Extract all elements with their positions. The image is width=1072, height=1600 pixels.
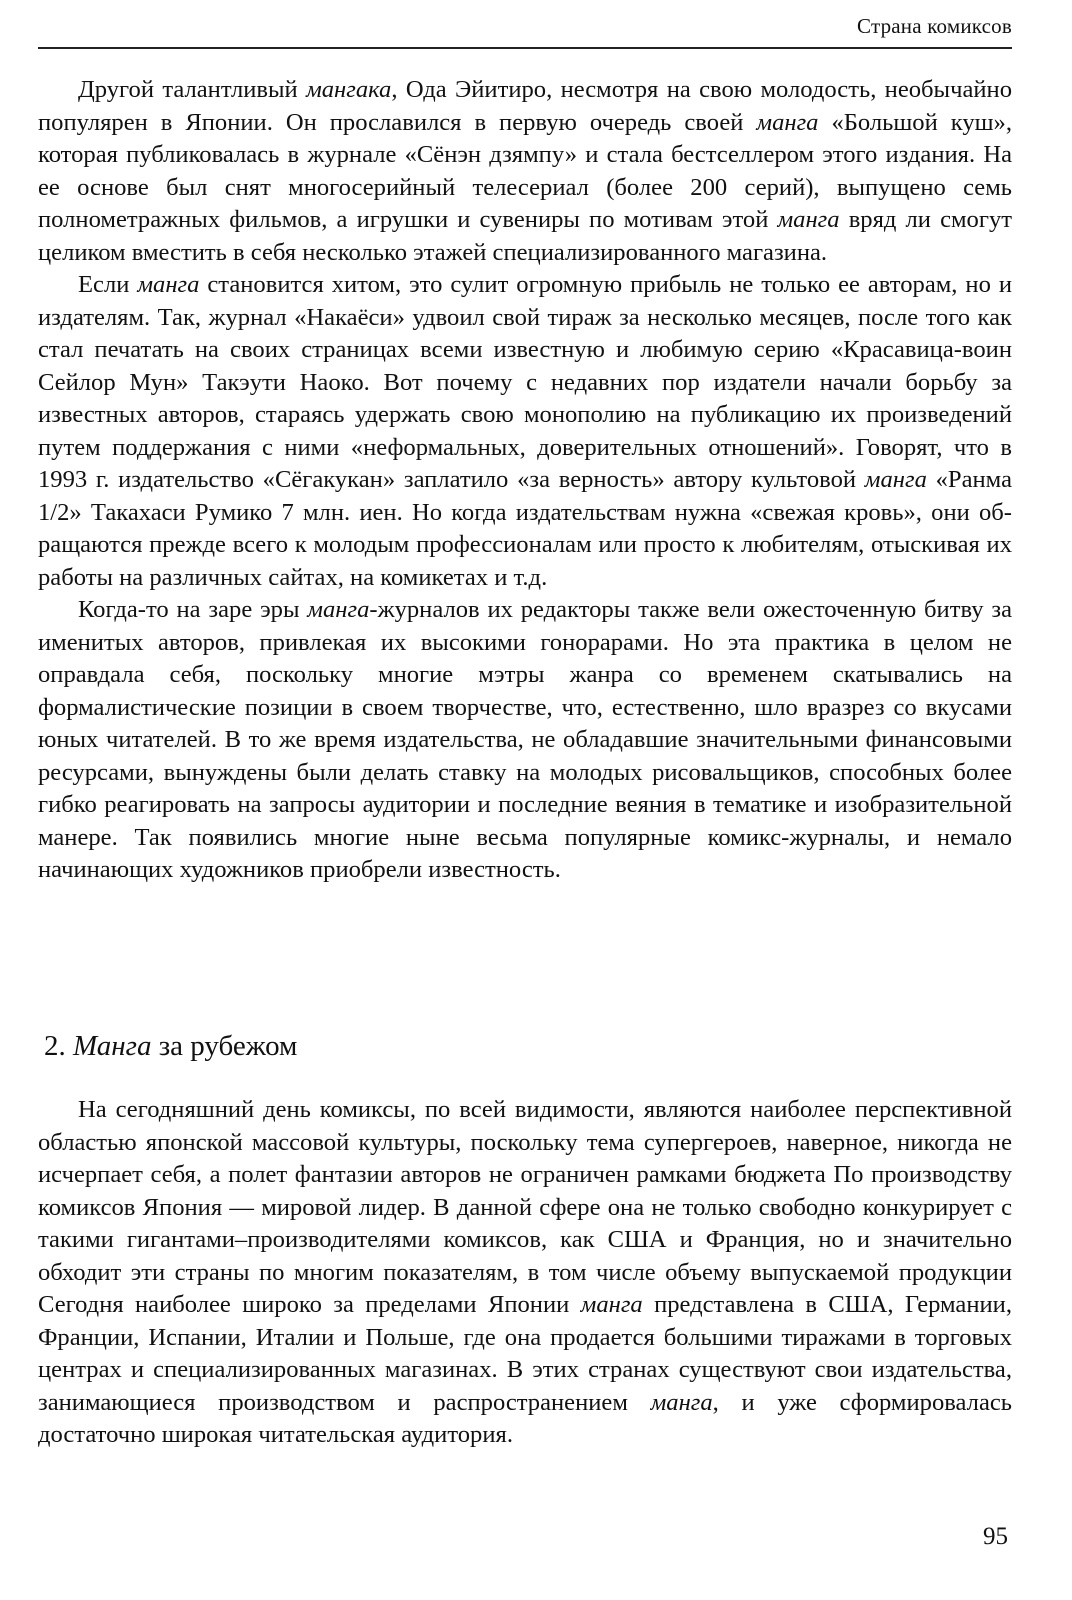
section-heading-rest: за рубежом bbox=[151, 1030, 298, 1062]
section-heading bbox=[44, 1028, 297, 1064]
running-head: Страна комиксов bbox=[857, 14, 1012, 38]
paragraph bbox=[38, 74, 1012, 269]
text-run: «Большой куш», которая публиковалась в журнале «Сёнэн дзямпу» и стала бестселлером этого издания. На ее основе был снят многосерийный телесериал (более 200 серий), выпущено семь полнометражных фильмов, а игрушки и сувениры по мотивам этой bbox=[38, 108, 1012, 233]
text-run: , Ода Эйитиро, несмотря на свою молодость, необычайно популярен в Японии. Он прославился в первую очередь своей bbox=[38, 76, 1012, 136]
italic-term: манга bbox=[580, 1291, 643, 1318]
text-run: Другой талантливый bbox=[78, 76, 307, 103]
italic-term: мангака bbox=[306, 76, 392, 103]
text-run: -журналов их редакторы также вели ожесточенную битву за именитых авторов, привлекая их высокими гонорарами. Но эта практика в целом не оправдала себя, поскольку многие мэтры жанра со временем скатывались на формалистические позиции в своем творчестве, что, естественно, шло вразрез со вкусами юных читателей. В то же время издательства, не обладавшие значительными финансовыми ресурсами, вынуждены были делать ставку на молодых рисовальщиков, способных более гибко реагировать на запросы аудитории и последние веяния в тематике и изобразительной манере. Так появились многие ныне весьма популярные комикс-журналы, и немало начинающих художников приобрели известность. bbox=[38, 596, 1012, 883]
italic-term: манга bbox=[756, 108, 819, 136]
italic-term: манга bbox=[650, 1388, 713, 1416]
italic-term: манга bbox=[777, 206, 840, 233]
paragraph bbox=[38, 594, 1012, 887]
page-number: 95 bbox=[983, 1523, 1008, 1550]
text-run: На сегодняшний день комиксы, по всей видимости, являются наиболее перспективной областью японской массовой культуры, поскольку тема супергероев, наверное, никогда не исчерпает себя, а полет фантазии авторов не ограничен рамками бюджета По производству комиксов Япония — мировой лидер. В данной сфере она не только свободно конкурирует с такими гигантами–производителями комиксов, как США и Франция, но и значительно обходит эти страны по многим показателям, в том числе объему выпускаемой продукции Сегодня наиболее широко за пределами Японии bbox=[38, 1096, 1012, 1318]
text-run: Если bbox=[78, 271, 138, 298]
text-run: вряд ли смогут целиком вместить в себя несколько этажей специализированного магазина. bbox=[38, 206, 1012, 266]
body-text bbox=[38, 74, 1012, 887]
italic-term: манга bbox=[307, 596, 370, 623]
text-run: , и уже сформировалась достаточно широкая читательская аудитория. bbox=[38, 1388, 1012, 1448]
text-run: становится хитом, это сулит огромную прибыль не только ее авторам, но и издателям. Так, журнал «Накаёси» удвоил свой тираж за несколько месяцев, после того как стал печатать на своих страницах всеми известную и любимую серию «Красавица-воин Сейлор Мун» Такэути Наоко. Вот почему с недавних пор издатели начали борьбу за известных авторов, стараясь удержать свою монополию на публикацию их произведений путем поддержания с ними «неформальных, доверительных отношений». Говорят, что в 1993 г. издательство «Сёгакукан» заплатило «за верность» автору культовой bbox=[38, 271, 1012, 493]
header-rule bbox=[38, 47, 1012, 49]
text-run: представлена в США, Германии, Франции, Испании, Италии и Польше, где она продается большими тиражами в торговых центрах и специализированных магазинах. В этих странах существуют свои издательства, занимающиеся производством и распространением bbox=[38, 1291, 1012, 1416]
italic-term: манга bbox=[137, 271, 200, 298]
section-body-text bbox=[38, 1094, 1012, 1452]
text-run: «Ранма 1/2» Такахаси Румико 7 млн. иен. Но когда издательствам нужна «свежая кровь», они обращаются прежде всего к молодым профессионалам или просто к любителям, отыскивая их работы на различных сайтах, на комикетах и т.д. bbox=[38, 466, 1012, 591]
paragraph bbox=[38, 269, 1012, 594]
section-number: 2. bbox=[44, 1030, 73, 1062]
book-page bbox=[38, 0, 1012, 1600]
italic-term: манга bbox=[864, 466, 927, 493]
paragraph bbox=[38, 1094, 1012, 1452]
section-heading-italic: Манга bbox=[73, 1030, 152, 1062]
text-run: Когда-то на заре эры bbox=[78, 596, 308, 623]
